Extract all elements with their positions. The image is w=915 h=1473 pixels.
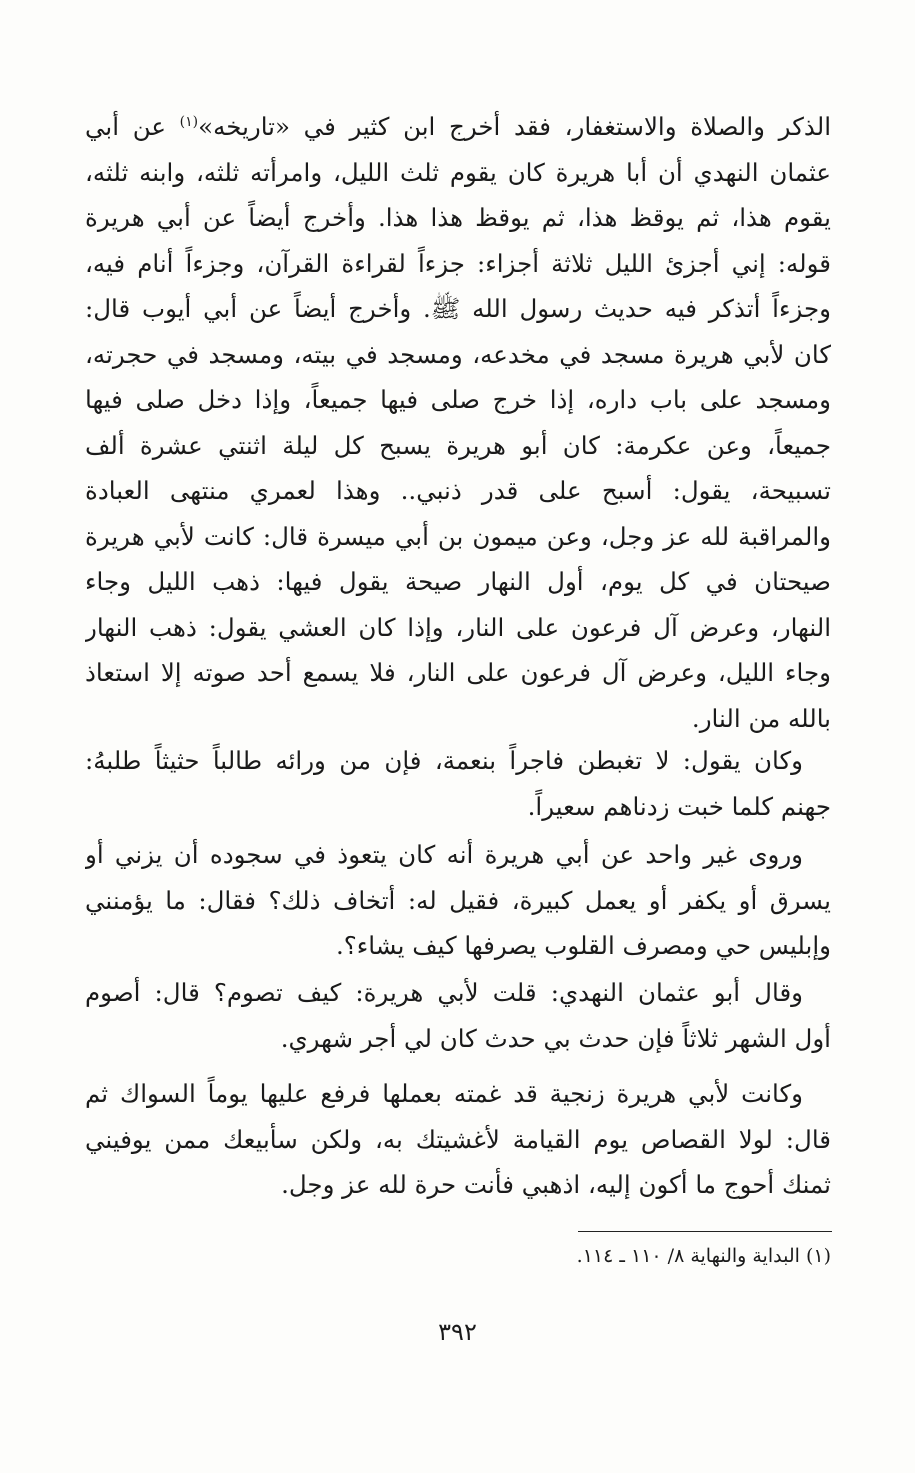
footnote-divider [578, 1231, 832, 1232]
text-line: والمراقبة لله عز وجل، وعن ميمون بن أبي ميسرة قال: كانت لأبي هريرة [85, 521, 831, 551]
text-line: جهنم كلما خبت زدناهم سعيراً. [527, 791, 831, 821]
page-number: ٣٩٢ [438, 1318, 477, 1346]
text-line: قال: لولا القصاص يوم القيامة لأغشيتك به، ولكن سأبيعك ممن يوفيني [85, 1124, 831, 1154]
text-line: وجاء الليل، وعرض آل فرعون على النار، فلا يسمع أحد صوته إلا استعاذ [85, 658, 831, 687]
text-line: يسرق أو يكفر أو يعمل كبيرة، فقيل له: أتخاف ذلك؟ فقال: ما يؤمنني [85, 885, 831, 915]
footnote: (١) البداية والنهاية ٨/ ١١٠ ـ ١١٤. [576, 1245, 831, 1267]
text-line: ثمنك أحوج ما أكون إليه، اذهبي فأنت حرة لله عز وجل. [281, 1170, 831, 1199]
text-line: كان لأبي هريرة مسجد في مخدعه، ومسجد في بيته، ومسجد في حجرته، [85, 339, 831, 369]
text-line: وكانت لأبي هريرة زنجية قد غمته بعملها فرفع عليها يوماً السواك ثم [85, 1079, 803, 1108]
text-line: وجزءاً أتذكر فيه حديث رسول الله ﷺ. وأخرج أيضاً عن أبي أيوب قال: [85, 294, 831, 323]
paragraph-3 [85, 832, 831, 969]
paragraph-1 [85, 104, 831, 741]
text-line: وروى غير واحد عن أبي هريرة أنه كان يتعوذ في سجوده أن يزني أو [85, 840, 803, 869]
text-line: النهار، وعرض آل فرعون على النار، وإذا كان العشي يقول: ذهب النهار [85, 612, 831, 642]
text-line: صيحتان في كل يوم، أول النهار صيحة يقول فيها: ذهب الليل وجاء [85, 567, 831, 596]
text-line: يقوم هذا، ثم يوقظ هذا، ثم يوقظ هذا هذا. وأخرج أيضاً عن أبي هريرة [85, 203, 831, 232]
footnote-marker[interactable]: (١) [179, 113, 199, 130]
text-line: الذكر والصلاة والاستغفار، فقد أخرج ابن كثير في «تاريخه»$^{(١)}$ عن أبي [85, 112, 831, 141]
text-line: عثمان النهدي أن أبا هريرة كان يقوم ثلث الليل، وامرأته ثلثه، وابنه ثلثه، [85, 157, 831, 187]
text-line: جميعاً، وعن عكرمة: كان أبو هريرة يسبح كل ليلة اثنتي عشرة ألف [85, 430, 831, 460]
text-line: قوله: إني أجزئ الليل ثلاثة أجزاء: جزءاً لقراءة القرآن، وجزءاً أنام فيه، [85, 248, 831, 278]
paragraph-5 [85, 1071, 831, 1208]
text-line: تسبيحة، يقول: أسبح على قدر ذنبي.. وهذا لعمري منتهى العبادة [85, 476, 831, 505]
text-line: وكان يقول: لا تغبطن فاجراً بنعمة، فإن من ورائه طالباً حثيثاً طلبهُ: [85, 746, 803, 775]
paragraph-2 [85, 738, 831, 829]
text-line: أول الشهر ثلاثاً فإن حدث بي حدث كان لي أجر شهري. [280, 1023, 831, 1053]
text-line: بالله من النار. [691, 703, 831, 733]
paragraph-4 [85, 970, 831, 1061]
text-line: ومسجد على باب داره، إذا خرج صلى فيها جميعاً، وإذا دخل صلى فيها [85, 385, 831, 414]
text-line: وقال أبو عثمان النهدي: قلت لأبي هريرة: كيف تصوم؟ قال: أصوم [85, 978, 803, 1007]
text-line: وإبليس حي ومصرف القلوب يصرفها كيف يشاء؟. [335, 931, 831, 960]
